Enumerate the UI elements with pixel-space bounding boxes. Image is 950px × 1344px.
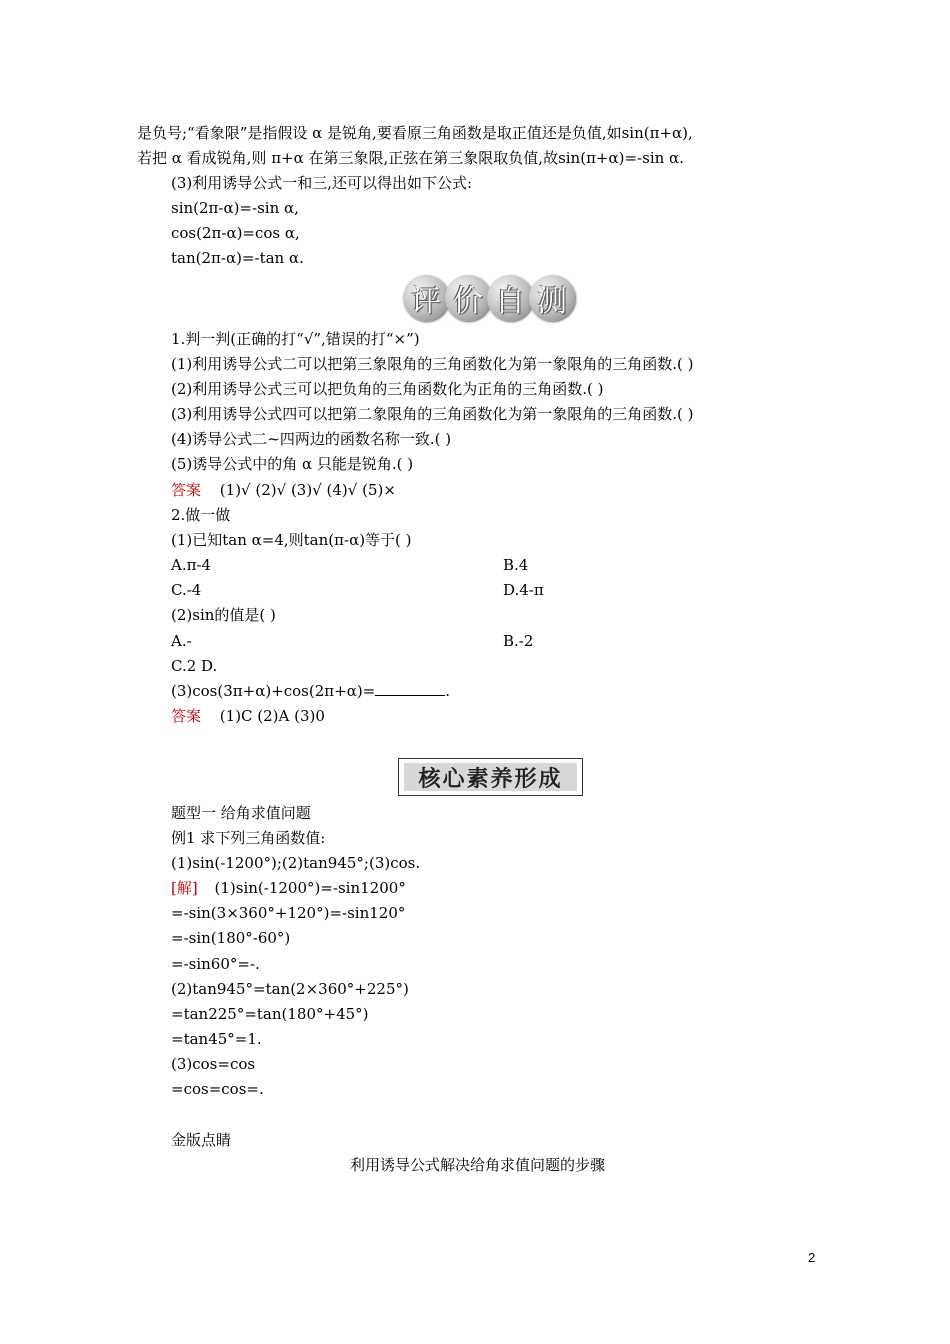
- q2-title: 2.做一做: [171, 506, 231, 524]
- page-number: 2: [808, 1250, 816, 1265]
- solution-step-8: (3)cos=cos: [171, 1055, 256, 1073]
- q2-answer: [171, 706, 325, 726]
- banner-char-3: 自: [487, 275, 533, 321]
- banner-char-1: 评: [403, 275, 449, 321]
- q1-answer-label: 答案: [171, 481, 202, 499]
- q1-answer: [171, 480, 396, 500]
- intro-line-1: 是负号;“看象限”是指假设 α 是锐角,要看原三角函数是取正值还是负值,如sin(π+α),: [137, 124, 693, 142]
- q2-part-3-expression: (3)cos(3π+α)+cos(2π+α)=: [171, 682, 376, 700]
- q2-part-3-period: .: [445, 682, 451, 700]
- q1-item-5: (5)诱导公式中的角 α 只能是锐角.( ): [171, 455, 414, 473]
- q2-part-2: (2)sin的值是( ): [171, 606, 276, 624]
- solution-step-3: =-sin(180°-60°): [171, 929, 291, 947]
- solution-step-2: =-sin(3×360°+120°)=-sin120°: [171, 904, 406, 922]
- answer-blank: [375, 681, 445, 696]
- example-question: (1)sin(-1200°);(2)tan945°;(3)cos.: [171, 854, 421, 872]
- solution-label: [解]: [171, 879, 198, 897]
- q2-part-1-option-c: C.-4: [171, 581, 202, 599]
- q2-part-1-option-a: A.π-4: [171, 556, 212, 574]
- jinban-heading: 利用诱导公式解决给角求值问题的步骤: [350, 1156, 606, 1174]
- solution-step-5: (2)tan945°=tan(2×360°+225°): [171, 980, 409, 998]
- solution-step-4: =-sin60°=-.: [171, 955, 260, 973]
- intro-line-3: (3)利用诱导公式一和三,还可以得出如下公式:: [171, 174, 473, 192]
- formula-tan: tan(2π-α)=-tan α.: [171, 249, 304, 267]
- q2-part-1-option-b: B.4: [503, 556, 529, 574]
- banner-char-2: 价: [445, 275, 491, 321]
- q2-part-2-option-a: A.-: [171, 632, 192, 650]
- q2-part-1-option-d: D.4-π: [503, 581, 544, 599]
- q1-item-1: (1)利用诱导公式二可以把第三象限角的三角函数化为第一象限角的三角函数.( ): [171, 355, 694, 373]
- solution-step-7: =tan45°=1.: [171, 1030, 262, 1048]
- q2-answer-label: 答案: [171, 707, 202, 725]
- q1-item-4: (4)诱导公式二~四两边的函数名称一致.( ): [171, 430, 452, 448]
- intro-line-2: 若把 α 看成锐角,则 π+α 在第三象限,正弦在第三象限取负值,故sin(π+α)=-sin α.: [137, 149, 684, 167]
- q2-part-1: (1)已知tan α=4,则tan(π-α)等于( ): [171, 531, 412, 549]
- solution-line-1: [171, 878, 406, 898]
- q2-answer-text: (1)C (2)A (3)0: [219, 707, 325, 725]
- solution-step-6: =tan225°=tan(180°+45°): [171, 1005, 369, 1023]
- q2-part-3: [171, 681, 450, 701]
- type-title: 题型一 给角求值问题: [171, 804, 311, 822]
- q2-part-2-option-b: B.-2: [503, 632, 534, 650]
- self-assessment-banner: [403, 273, 575, 325]
- formula-sin: sin(2π-α)=-sin α,: [171, 199, 299, 217]
- example-title: 例1 求下列三角函数值:: [171, 829, 326, 847]
- formula-cos: cos(2π-α)=cos α,: [171, 224, 300, 242]
- q1-title: 1.判一判(正确的打“√”,错误的打“×”): [171, 330, 420, 348]
- banner-char-4: 测: [529, 275, 575, 321]
- q1-item-3: (3)利用诱导公式四可以把第二象限角的三角函数化为第一象限角的三角函数.( ): [171, 405, 694, 423]
- section-title: 核心素养形成: [404, 763, 577, 791]
- q1-item-2: (2)利用诱导公式三可以把负角的三角函数化为正角的三角函数.( ): [171, 380, 604, 398]
- section-title-box: [398, 758, 583, 796]
- solution-step-1: (1)sin(-1200°)=-sin1200°: [214, 879, 406, 897]
- q1-answer-text: (1)√ (2)√ (3)√ (4)√ (5)×: [219, 481, 396, 499]
- q2-part-2-option-cd: C.2 D.: [171, 657, 218, 675]
- jinban-label: 金版点睛: [171, 1131, 232, 1149]
- solution-step-9: =cos=cos=.: [171, 1080, 264, 1098]
